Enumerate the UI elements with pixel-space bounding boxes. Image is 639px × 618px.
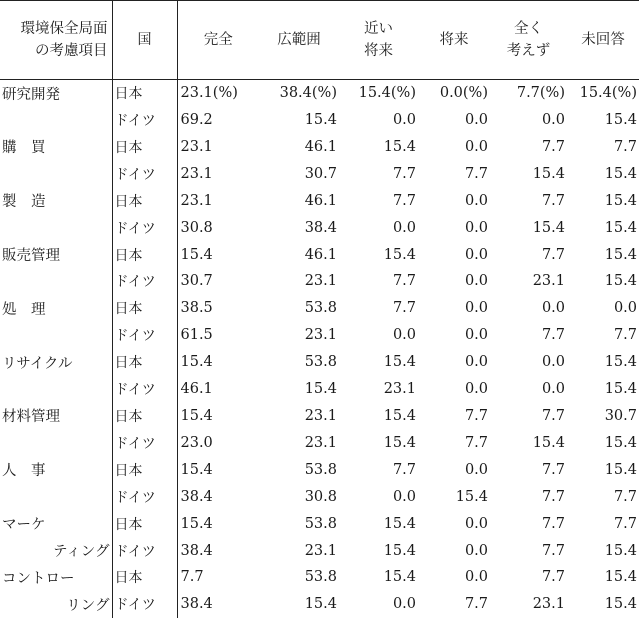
category-cell	[0, 564, 112, 591]
value-cell: 15.4	[604, 569, 637, 586]
category-cell	[0, 214, 112, 241]
value-cell: 15.4	[304, 112, 337, 128]
category-cell	[0, 510, 112, 537]
table-row	[0, 564, 639, 591]
value-cell: 53.8	[304, 461, 337, 478]
col-header-near-future-line-1: 近い	[364, 20, 393, 37]
value-cell: 38.5	[180, 300, 213, 317]
table-body	[0, 1, 639, 618]
value-cell: 7.7	[392, 192, 416, 209]
table-row	[0, 510, 639, 537]
value-cell: 15.4(%)	[358, 85, 416, 102]
value-cell: 0.0	[464, 461, 488, 478]
value-cell: 7.7	[541, 569, 565, 586]
value-cell: 7.7	[541, 246, 565, 263]
value-cell: 0.0	[392, 219, 416, 236]
category-label: 材料管理	[2, 409, 60, 426]
value-cell: 15.4	[604, 596, 637, 613]
category-cell	[0, 456, 112, 483]
value-cell: 15.4	[383, 542, 416, 559]
value-cell: 7.7	[541, 461, 565, 478]
category-label: マーケ	[2, 517, 46, 534]
category-cell	[0, 537, 112, 564]
value-cell: 15.4	[455, 488, 488, 505]
country-cell: 日本	[112, 133, 177, 160]
value-cell: 53.8	[304, 300, 337, 317]
value-cell: 7.7	[541, 138, 565, 155]
table-row	[0, 429, 639, 456]
value-cell: 15.4	[383, 246, 416, 263]
value-cell: 15.4	[532, 165, 565, 182]
value-cell: 7.7	[180, 569, 204, 586]
value-cell: 23.1	[304, 542, 337, 559]
country-cell: ドイツ	[112, 591, 177, 618]
value-cell: 0.0	[541, 112, 565, 128]
category-label: リング	[66, 597, 110, 614]
value-cell: 38.4	[180, 488, 213, 505]
value-cell: 0.0	[464, 112, 488, 128]
category-label: 購 買	[2, 140, 46, 157]
table-row	[0, 349, 639, 376]
value-cell: 7.7	[541, 542, 565, 559]
value-cell: 23.1	[180, 165, 213, 182]
value-cell: 15.4	[604, 219, 637, 236]
value-cell: 0.0	[541, 354, 565, 371]
category-label: ティング	[52, 544, 110, 560]
country-cell: ドイツ	[112, 214, 177, 241]
value-cell: 0.0	[464, 515, 488, 532]
value-cell: 53.8	[304, 354, 337, 371]
col-header-not-considered-line-2: 考えず	[506, 42, 551, 59]
table-row	[0, 591, 639, 618]
category-header-line-1: 環境保全局面	[20, 20, 108, 37]
category-cell	[0, 107, 112, 134]
value-cell: 0.0	[464, 138, 488, 155]
category-cell	[0, 591, 112, 618]
category-cell	[0, 187, 112, 214]
col-header-near-future	[339, 1, 418, 80]
value-cell: 61.5	[180, 327, 213, 344]
value-cell: 15.4	[604, 192, 637, 209]
value-cell: 15.4	[180, 515, 213, 532]
value-cell: 23.1	[532, 596, 565, 613]
value-cell: 15.4	[604, 354, 637, 371]
value-cell: 15.4	[604, 542, 637, 559]
value-cell: 7.7	[541, 488, 565, 505]
col-header-broad-line-1: 広範囲	[277, 31, 321, 48]
value-cell: 7.7	[392, 165, 416, 182]
table-row	[0, 403, 639, 430]
value-cell: 0.0	[464, 192, 488, 209]
col-header-not-considered-line-1: 全く	[514, 20, 543, 37]
category-cell	[0, 403, 112, 430]
value-cell: 23.1	[180, 192, 213, 209]
value-cell: 15.4	[604, 273, 637, 290]
value-cell: 15.4	[180, 461, 213, 478]
category-cell	[0, 376, 112, 403]
country-cell: 日本	[112, 403, 177, 430]
value-cell: 7.7	[464, 407, 488, 424]
table-row	[0, 537, 639, 564]
value-cell: 38.4	[180, 596, 213, 613]
category-label: 販売管理	[2, 248, 60, 265]
category-cell	[0, 79, 112, 106]
value-cell: 15.4	[604, 381, 637, 398]
value-cell: 15.4	[383, 515, 416, 532]
value-cell: 38.4(%)	[279, 85, 337, 102]
value-cell: 30.7	[604, 407, 637, 424]
category-cell	[0, 429, 112, 456]
value-cell: 7.7	[541, 407, 565, 424]
value-cell: 15.4(%)	[579, 85, 637, 102]
category-label: コントロー	[2, 570, 75, 587]
col-header-future	[418, 1, 490, 80]
value-cell: 46.1	[304, 138, 337, 155]
value-cell: 15.4	[304, 381, 337, 398]
country-cell: ドイツ	[112, 483, 177, 510]
value-cell: 69.2	[180, 112, 213, 128]
value-cell: 7.7	[464, 165, 488, 182]
country-cell: 日本	[112, 456, 177, 483]
value-cell: 7.7	[541, 192, 565, 209]
value-cell: 7.7	[613, 327, 637, 344]
value-cell: 0.0	[464, 219, 488, 236]
value-cell: 7.7	[613, 488, 637, 505]
value-cell: 23.0	[180, 434, 213, 451]
country-cell: 日本	[112, 295, 177, 322]
country-header: 国	[112, 1, 177, 80]
table-row	[0, 241, 639, 268]
value-cell: 0.0	[392, 327, 416, 344]
value-cell: 38.4	[304, 219, 337, 236]
country-cell: ドイツ	[112, 160, 177, 187]
table-row	[0, 214, 639, 241]
country-cell: 日本	[112, 241, 177, 268]
table-row	[0, 133, 639, 160]
value-cell: 15.4	[383, 138, 416, 155]
value-cell: 15.4	[180, 407, 213, 424]
table-row	[0, 456, 639, 483]
value-cell: 23.1	[304, 327, 337, 344]
value-cell: 0.0(%)	[439, 85, 488, 102]
value-cell: 23.1	[304, 273, 337, 290]
value-cell: 23.1	[383, 381, 416, 398]
table-row	[0, 295, 639, 322]
value-cell: 15.4	[383, 407, 416, 424]
value-cell: 0.0	[392, 488, 416, 505]
value-cell: 0.0	[464, 354, 488, 371]
value-cell: 15.4	[604, 246, 637, 263]
value-cell: 7.7	[464, 434, 488, 451]
value-cell: 0.0	[464, 542, 488, 559]
country-cell: ドイツ	[112, 376, 177, 403]
value-cell: 15.4	[604, 461, 637, 478]
table-row	[0, 187, 639, 214]
value-cell: 15.4	[180, 354, 213, 371]
category-header-line-2: の考慮項目	[35, 42, 108, 59]
value-cell: 53.8	[304, 515, 337, 532]
value-cell: 0.0	[464, 273, 488, 290]
col-header-complete	[177, 1, 259, 80]
value-cell: 46.1	[180, 381, 213, 398]
value-cell: 15.4	[532, 434, 565, 451]
value-cell: 15.4	[604, 434, 637, 451]
value-cell: 7.7	[541, 515, 565, 532]
value-cell: 15.4	[180, 246, 213, 263]
value-cell: 0.0	[392, 596, 416, 613]
country-cell: ドイツ	[112, 268, 177, 295]
value-cell: 15.4	[383, 354, 416, 371]
value-cell: 46.1	[304, 192, 337, 209]
category-cell	[0, 483, 112, 510]
country-cell: ドイツ	[112, 429, 177, 456]
value-cell: 0.0	[613, 300, 637, 317]
category-cell	[0, 241, 112, 268]
value-cell: 15.4	[532, 219, 565, 236]
header-row	[0, 1, 639, 80]
value-cell: 7.7	[613, 515, 637, 532]
value-cell: 53.8	[304, 569, 337, 586]
value-cell: 23.1	[532, 273, 565, 290]
col-header-broad	[259, 1, 339, 80]
country-cell: 日本	[112, 564, 177, 591]
col-header-not-considered	[490, 1, 567, 80]
category-cell	[0, 133, 112, 160]
category-label: 研究開発	[2, 86, 60, 103]
value-cell: 15.4	[383, 569, 416, 586]
value-cell: 30.8	[304, 488, 337, 505]
value-cell: 15.4	[604, 112, 637, 128]
value-cell: 23.1	[304, 407, 337, 424]
value-cell: 7.7	[464, 596, 488, 613]
category-label: 製 造	[2, 194, 46, 211]
category-label: 人 事	[2, 463, 46, 480]
table-row	[0, 483, 639, 510]
country-cell: ドイツ	[112, 107, 177, 134]
category-label: 処 理	[2, 301, 46, 318]
value-cell: 46.1	[304, 246, 337, 263]
value-cell: 7.7	[392, 273, 416, 290]
table-row	[0, 79, 639, 106]
value-cell: 30.7	[304, 165, 337, 182]
value-cell: 15.4	[383, 434, 416, 451]
value-cell: 7.7	[613, 138, 637, 155]
table-row	[0, 107, 639, 134]
col-header-near-future-line-2: 将来	[364, 42, 393, 59]
country-cell: 日本	[112, 510, 177, 537]
col-header-complete-line-1: 完全	[203, 31, 233, 48]
value-cell: 7.7	[392, 461, 416, 478]
category-cell	[0, 322, 112, 349]
table-row	[0, 160, 639, 187]
value-cell: 0.0	[392, 112, 416, 128]
value-cell: 0.0	[541, 381, 565, 398]
value-cell: 30.8	[180, 219, 213, 236]
country-cell: 日本	[112, 349, 177, 376]
value-cell: 15.4	[304, 596, 337, 613]
category-label: リサイクル	[2, 355, 73, 372]
col-header-no-answer-line-1: 未回答	[581, 31, 625, 48]
country-cell: ドイツ	[112, 322, 177, 349]
col-header-no-answer	[567, 1, 639, 80]
value-cell: 23.1	[180, 138, 213, 155]
value-cell: 23.1	[304, 434, 337, 451]
col-header-future-line-1: 将来	[439, 31, 469, 48]
table-row	[0, 376, 639, 403]
value-cell: 15.4	[604, 165, 637, 182]
value-cell: 0.0	[464, 327, 488, 344]
table-row	[0, 268, 639, 295]
value-cell: 7.7(%)	[516, 85, 565, 102]
value-cell: 0.0	[464, 381, 488, 398]
country-cell: 日本	[112, 79, 177, 106]
category-cell	[0, 349, 112, 376]
value-cell: 0.0	[541, 300, 565, 317]
category-cell	[0, 295, 112, 322]
value-cell: 0.0	[464, 300, 488, 317]
value-cell: 0.0	[464, 569, 488, 586]
category-cell	[0, 160, 112, 187]
value-cell: 7.7	[392, 300, 416, 317]
value-cell: 23.1(%)	[180, 85, 238, 102]
country-cell: ドイツ	[112, 537, 177, 564]
country-cell: 日本	[112, 187, 177, 214]
value-cell: 30.7	[180, 273, 213, 290]
value-cell: 38.4	[180, 542, 213, 559]
table-row	[0, 322, 639, 349]
value-cell: 7.7	[541, 327, 565, 344]
category-header	[0, 1, 112, 80]
category-cell	[0, 268, 112, 295]
value-cell: 0.0	[464, 246, 488, 263]
